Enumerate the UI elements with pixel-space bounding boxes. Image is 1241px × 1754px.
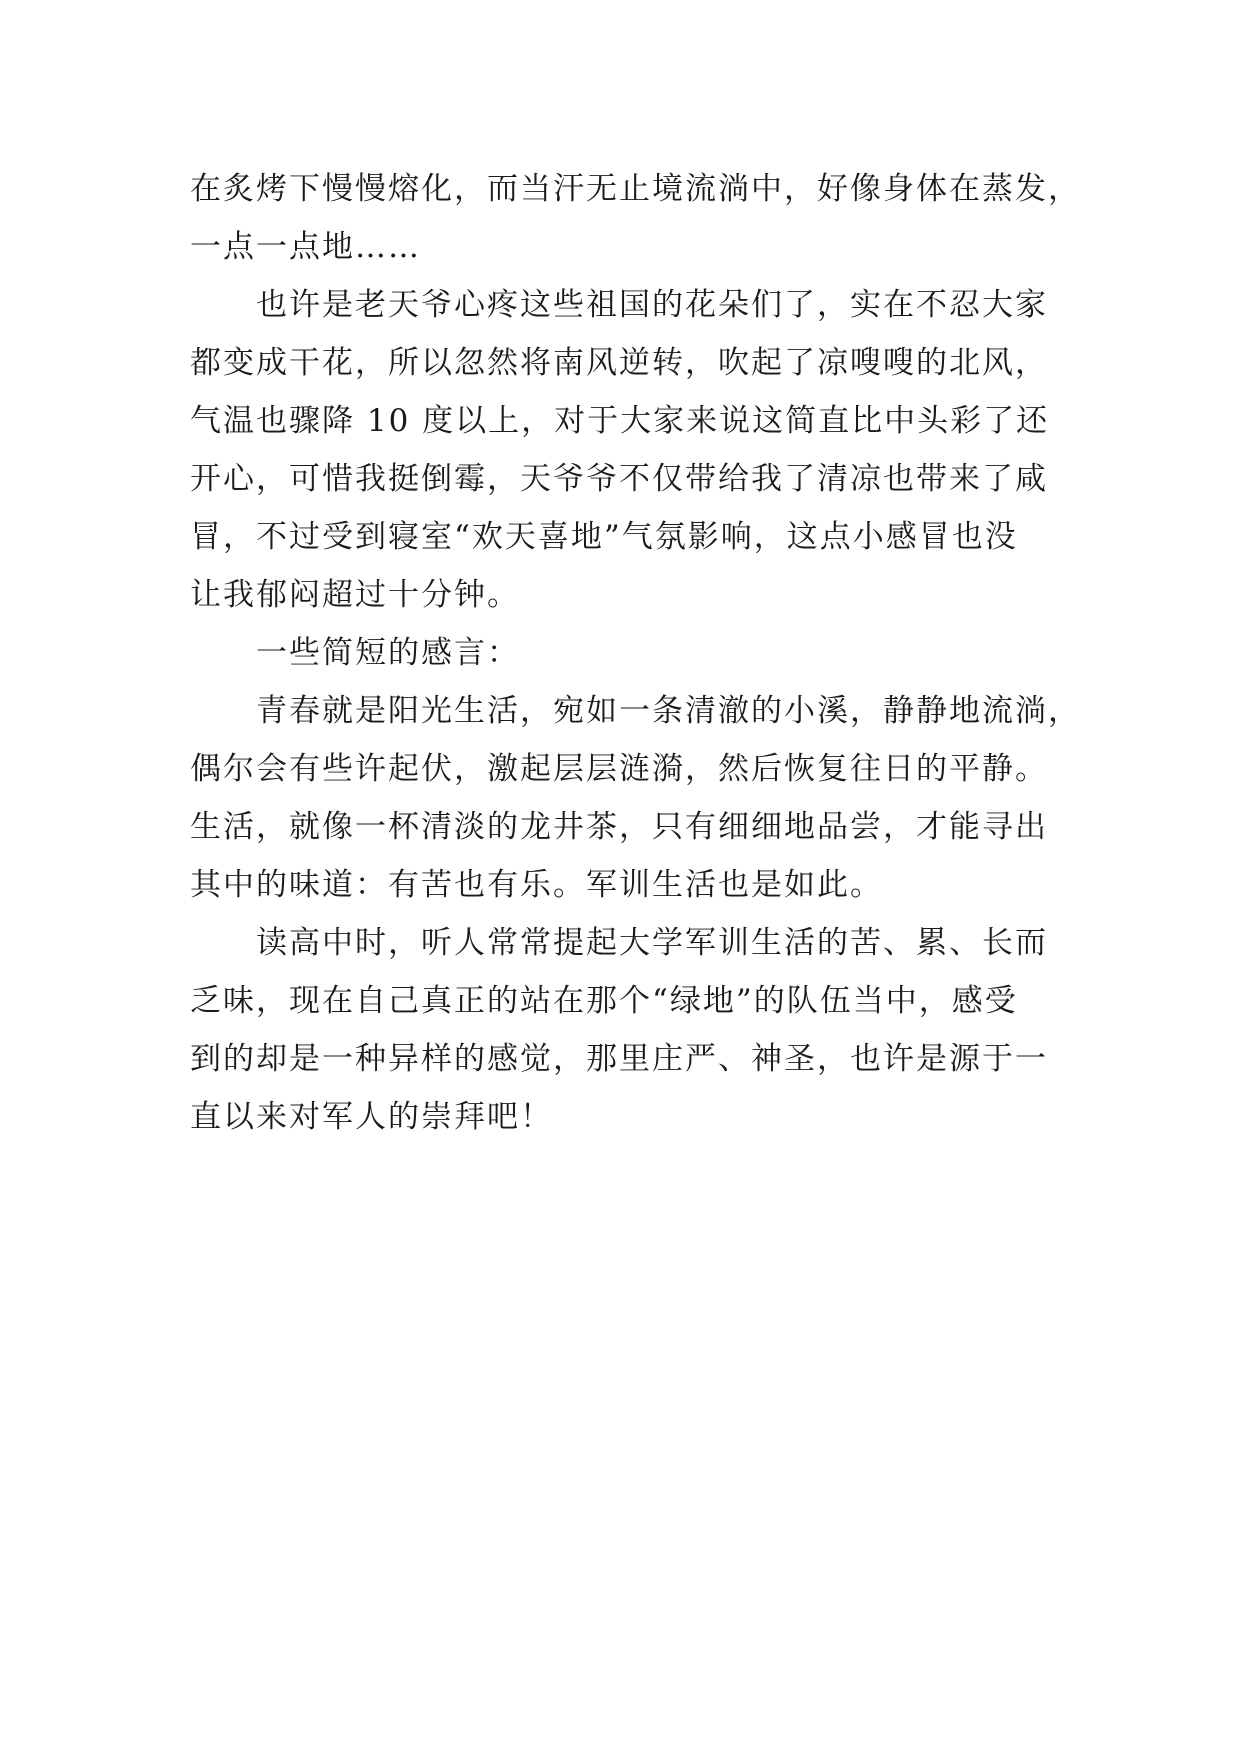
- paragraph-start-line: 读高中时，听人常常提起大学军训生活的苦、累、长而: [256, 925, 1048, 961]
- text-line: 直以来对军人的崇拜吧！: [190, 1099, 553, 1135]
- paragraph-start-line: 也许是老天爷心疼这些祖国的花朵们了，实在不忍大家: [256, 287, 1048, 323]
- text-line: 冒，不过受到寝室“欢天喜地”气氛影响，这点小感冒也没: [190, 519, 1018, 555]
- text-line: 都变成干花，所以忽然将南风逆转，吹起了凉嗖嗖的北风，: [190, 345, 1048, 381]
- text-line: 让我郁闷超过十分钟。: [190, 577, 520, 613]
- text-line: 乏味，现在自己真正的站在那个“绿地”的队伍当中，感受: [190, 983, 1018, 1019]
- text-line: 偶尔会有些许起伏，激起层层涟漪，然后恢复往日的平静。: [190, 751, 1048, 787]
- text-line: 其中的味道：有苦也有乐。军训生活也是如此。: [190, 867, 883, 903]
- text-line: 在炙烤下慢慢熔化，而当汗无止境流淌中，好像身体在蒸发，: [190, 171, 1081, 207]
- text-line: 一点一点地……: [190, 229, 421, 265]
- text-line: 生活，就像一杯清淡的龙井茶，只有细细地品尝，才能寻出: [190, 809, 1048, 845]
- text-line: 气温也骤降 10 度以上，对于大家来说这简直比中头彩了还: [190, 403, 1050, 439]
- text-line: 到的却是一种异样的感觉，那里庄严、神圣，也许是源于一: [190, 1041, 1048, 1077]
- paragraph-start-line: 一些简短的感言：: [256, 635, 520, 671]
- paragraph-start-line: 青春就是阳光生活，宛如一条清澈的小溪，静静地流淌，: [256, 693, 1081, 729]
- text-line: 开心，可惜我挺倒霉，天爷爷不仅带给我了清凉也带来了咸: [190, 461, 1048, 497]
